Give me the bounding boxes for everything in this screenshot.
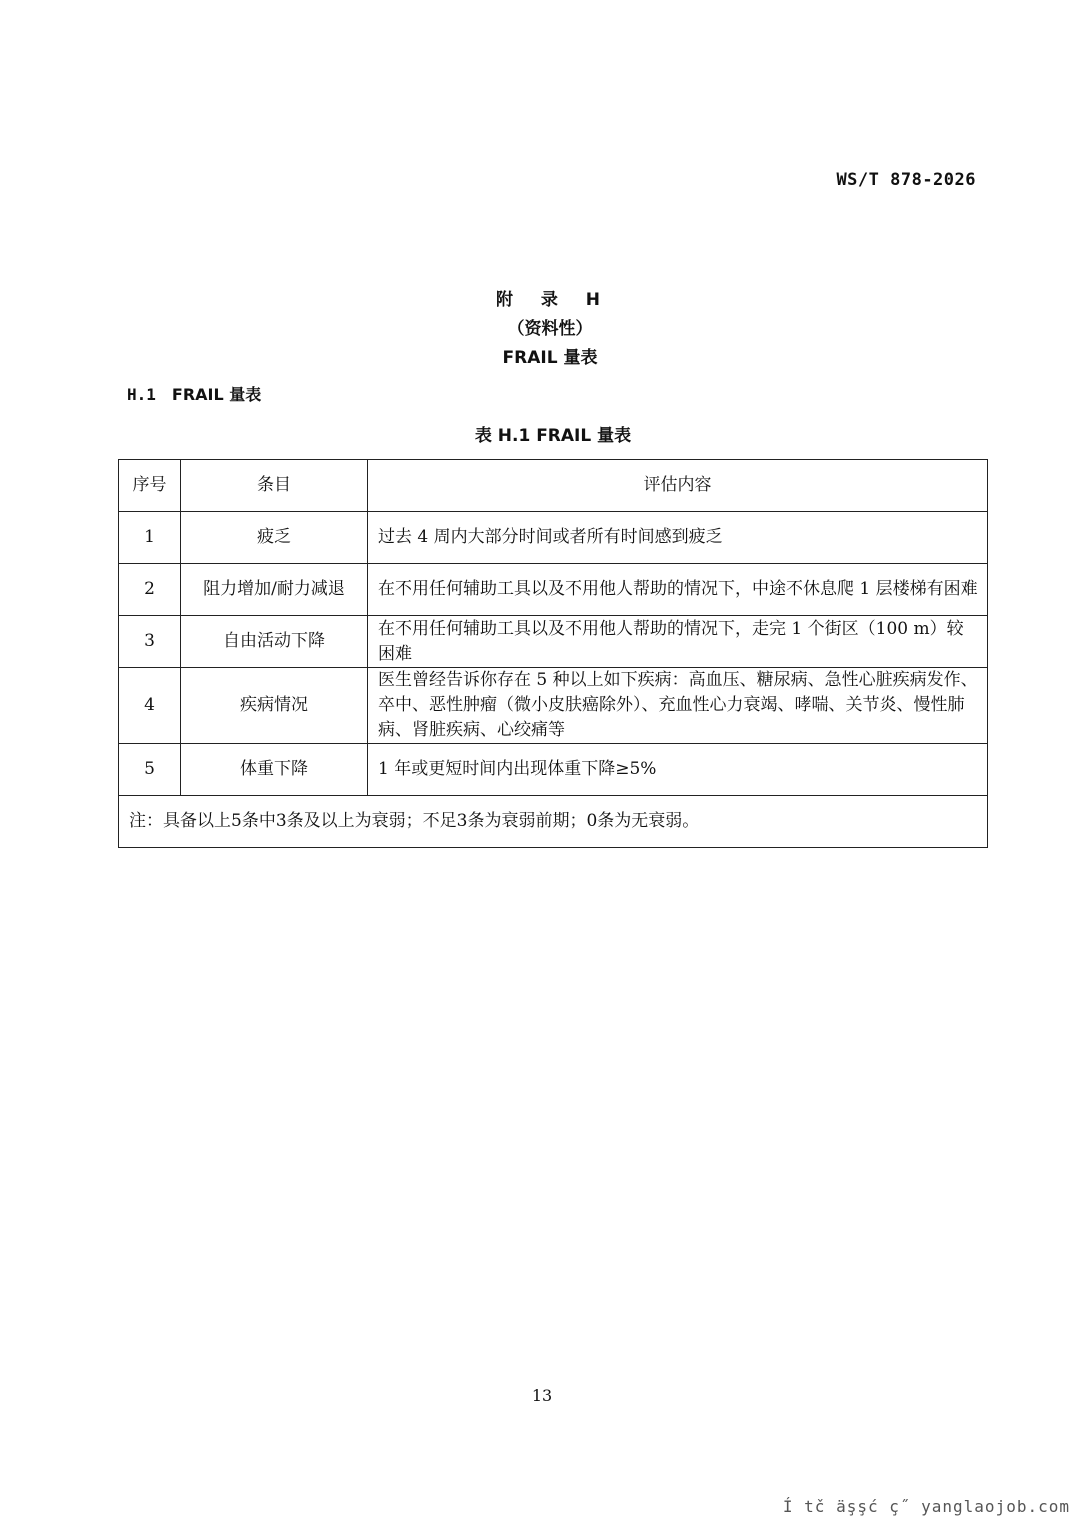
- frail-table: [118, 459, 988, 848]
- row-num: 4: [119, 668, 181, 744]
- row-content: 医生曾经告诉你存在 5 种以上如下疾病：高血压、糖尿病、急性心脏疾病发作、卒中、恶性肿瘤（微小皮肤癌除外）、充血性心力衰竭、哮喘、关节炎、慢性肺病、肾脏疾病、心绞痛等: [368, 668, 988, 744]
- row-item: 疲乏: [181, 512, 368, 564]
- row-content: 1 年或更短时间内出现体重下降≥5%: [368, 744, 988, 796]
- section-heading: [127, 382, 261, 405]
- header-num: 序号: [119, 460, 181, 512]
- header-content: 评估内容: [368, 460, 988, 512]
- watermark: Í tč äşşć ç˝ yanglaojob.com: [782, 1497, 1070, 1516]
- appendix-type: （资料性）: [507, 319, 593, 339]
- row-num: 2: [119, 564, 181, 616]
- row-item: 体重下降: [181, 744, 368, 796]
- row-item: 阻力增加/耐力减退: [181, 564, 368, 616]
- row-item: 自由活动下降: [181, 616, 368, 668]
- table-caption: 表 H.1 FRAIL 量表: [474, 426, 632, 446]
- row-content: 在不用任何辅助工具以及不用他人帮助的情况下，走完 1 个街区（100 m）较困难: [368, 616, 988, 668]
- page-number: 13: [531, 1386, 553, 1405]
- table-header-row: [119, 460, 988, 512]
- appendix-title: 附 录 H: [495, 290, 605, 310]
- section-title: FRAIL 量表: [171, 385, 262, 404]
- header-item: 条目: [181, 460, 368, 512]
- table-row: [119, 564, 988, 616]
- table-note: 注：具备以上5条中3条及以上为衰弱；不足3条为衰弱前期；0条为无衰弱。: [119, 796, 988, 848]
- row-num: 3: [119, 616, 181, 668]
- appendix-name: FRAIL 量表: [502, 348, 598, 368]
- row-content: 在不用任何辅助工具以及不用他人帮助的情况下，中途不休息爬 1 层楼梯有困难: [368, 564, 988, 616]
- row-num: 5: [119, 744, 181, 796]
- table-row: [119, 668, 988, 744]
- table-row: [119, 744, 988, 796]
- row-content: 过去 4 周内大部分时间或者所有时间感到疲乏: [368, 512, 988, 564]
- table-row: [119, 616, 988, 668]
- section-number: H.1: [127, 385, 156, 404]
- row-num: 1: [119, 512, 181, 564]
- row-item: 疾病情况: [181, 668, 368, 744]
- table-note-row: [119, 796, 988, 848]
- standard-code: WS/T 878-2026: [836, 170, 976, 190]
- table-row: [119, 512, 988, 564]
